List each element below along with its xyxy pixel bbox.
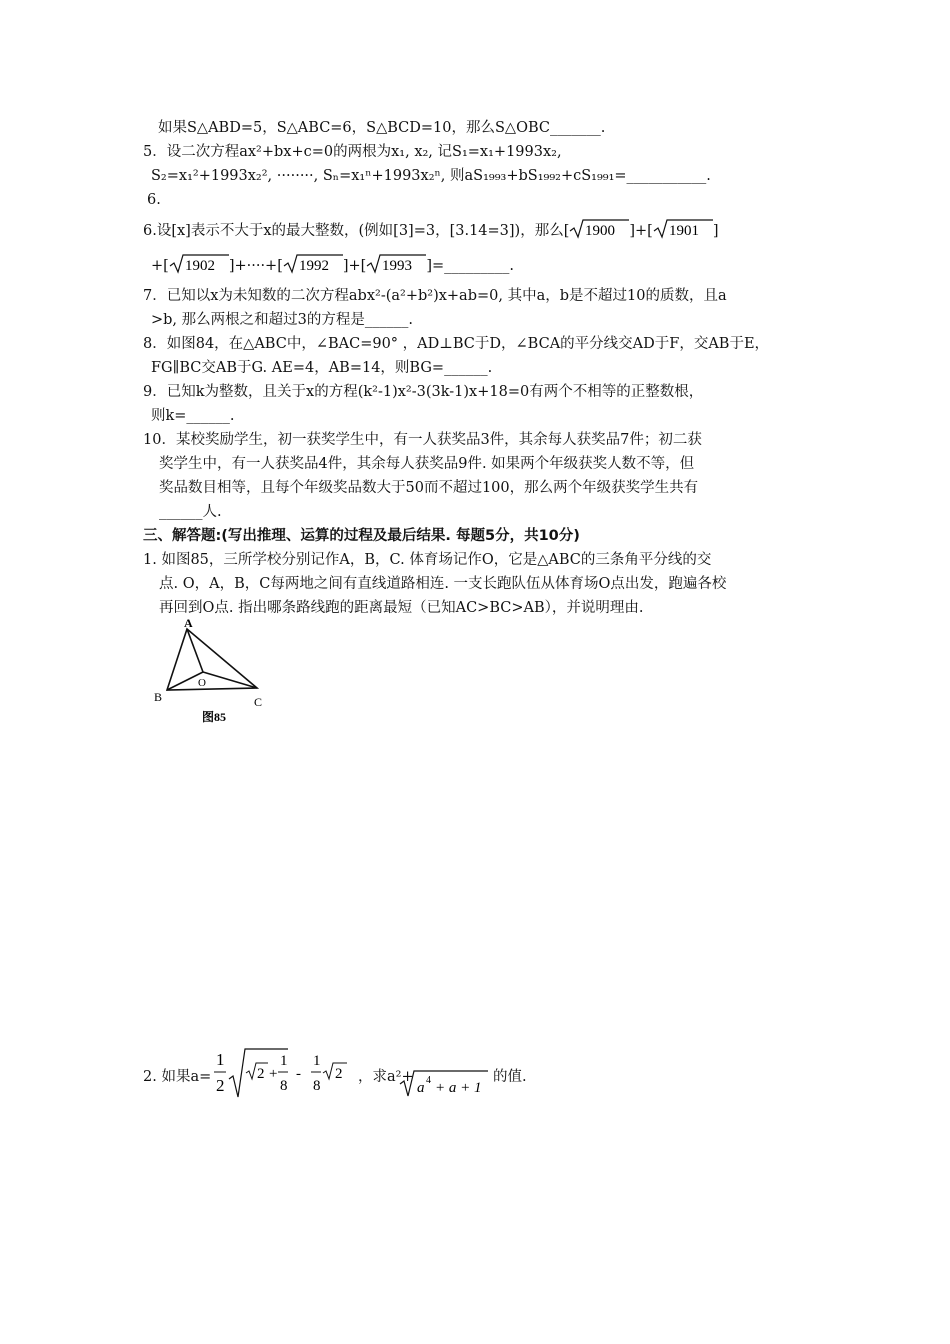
q6-text-start: 6.设[x]表示不大于x的最大整数，(例如[3]=3，[3.14=3])，那么[: [143, 223, 570, 239]
question-5-line-1: 5．设二次方程ax²+bx+c=0的两根为x₁, x₂, 记S₁=x₁+1993x₂,: [143, 144, 562, 160]
q6-line2-mid1: ]+····+[: [228, 258, 283, 274]
q6-line2-end: ]=_________.: [426, 258, 515, 274]
minus-sign: -: [296, 1066, 301, 1082]
radicand-1992: 1992: [298, 258, 329, 274]
q6-line2-mid2: ]+[: [342, 258, 367, 274]
inner-sqrt2: 2: [257, 1066, 265, 1082]
question-8-line-2: FG∥BC交AB于G. AE=4，AB=14，则BG=______.: [151, 360, 493, 376]
q6-plus-1: ]+[: [629, 223, 653, 239]
problem-1-line-3: 再回到O点. 指出哪条路线跑的距离最短（已知AC>BC>AB），并说明理由.: [159, 600, 644, 616]
frac-half-num: 1: [216, 1050, 225, 1069]
label-o: O: [198, 677, 206, 689]
question-8-line-1: 8．如图84，在△ABC中，∠BAC=90° ，AD⊥BC于D，∠BCA的平分线交AD于F，交AB于E，: [143, 336, 770, 352]
question-9-line-1: 9．已知k为整数，且关于x的方程(k²-1)x²-3(3k-1)x+18=0有两个不相等的正整数根，: [143, 384, 704, 400]
radical-a4-a-1: [398, 1068, 490, 1100]
sqrt2-b: 2: [335, 1066, 343, 1082]
sqrt-1992: [283, 253, 343, 275]
rad-rest: + a + 1: [435, 1080, 482, 1096]
label-a: A: [184, 616, 193, 630]
triangle-abc: [167, 629, 257, 690]
segment-co: [203, 672, 257, 688]
q6-bracket-end: ]: [712, 223, 719, 239]
radicand-1901: 1901: [668, 223, 699, 239]
plus-sign: +: [269, 1066, 278, 1082]
frac-eighth-den: 8: [280, 1078, 288, 1094]
frac-half-den: 2: [216, 1076, 225, 1095]
problem-1-line-1: 1. 如图85，三所学校分别记作A，B，C. 体育场记作O，它是△ABC的三条角平分线的交: [143, 552, 712, 568]
radicand-1900: 1900: [585, 223, 616, 239]
formula-a-value: [212, 1045, 357, 1105]
sqrt-1901: [653, 218, 713, 240]
frac-eighth2-num: 1: [313, 1053, 321, 1069]
frac-eighth2-den: 8: [313, 1078, 321, 1094]
problem-2-start: 2. 如果a=: [143, 1069, 212, 1085]
q6-line2-start: +[: [151, 258, 169, 274]
problem-1-line-2: 点. O，A，B，C每两地之间有直线道路相连. 一支长跑队伍从体育场O点出发，跑遍各校: [159, 576, 727, 592]
problem-2-mid: ，求a²+: [358, 1069, 414, 1085]
question-7-line-2: >b, 那么两根之和超过3的方程是______.: [151, 312, 413, 328]
question-5-line-2: S₂=x₁²+1993x₂², ········, Sₙ=x₁ⁿ+1993x₂ⁿ, 则aS₁₉₉₃+bS₁₉₉₂+cS₁₉₉₁=___________.: [151, 168, 711, 184]
section-3-heading: 三、解答题:(写出推理、运算的过程及最后结果. 每题5分，共10分): [143, 528, 580, 544]
question-9-line-2: 则k=______.: [151, 408, 235, 424]
figure-85-triangle: [150, 615, 275, 730]
question-6-number: 6.: [147, 192, 161, 208]
problem-2-end: 的值.: [493, 1069, 527, 1085]
question-7-line-1: 7．已知以x为未知数的二次方程abx²-(a²+b²)x+ab=0, 其中a，b是不超过10的质数，且a: [143, 288, 727, 304]
question-6-line-2: [151, 253, 514, 276]
sqrt-1900: [569, 218, 629, 240]
question-6-line-1: [143, 218, 719, 241]
radicand-1902: 1902: [184, 258, 215, 274]
question-10-line-3: 奖品数目相等，且每个年级奖品数大于50而不超过100，那么两个年级获奖学生共有: [159, 480, 699, 496]
radicand-1993: 1993: [382, 258, 413, 274]
question-10-line-4: ______人.: [159, 504, 222, 520]
sqrt-1902: [169, 253, 229, 275]
label-b: B: [154, 690, 163, 704]
figure-caption: 图85: [202, 710, 227, 724]
question-10-line-2: 奖学生中，有一人获奖品4件，其余每人获奖品9件. 如果两个年级获奖人数不等，但: [159, 456, 695, 472]
rad-a-exp: 4: [426, 1075, 431, 1086]
label-c: C: [254, 695, 263, 709]
rad-a: a: [417, 1080, 425, 1096]
question-10-line-1: 10．某校奖励学生，初一获奖学生中，有一人获奖品3件，其余每人获奖品7件；初二获: [143, 432, 702, 448]
line-area-condition: 如果S△ABD=5，S△ABC=6，S△BCD=10，那么S△OBC_______.: [158, 120, 606, 136]
frac-eighth-num: 1: [280, 1053, 288, 1069]
sqrt-1993: [366, 253, 426, 275]
